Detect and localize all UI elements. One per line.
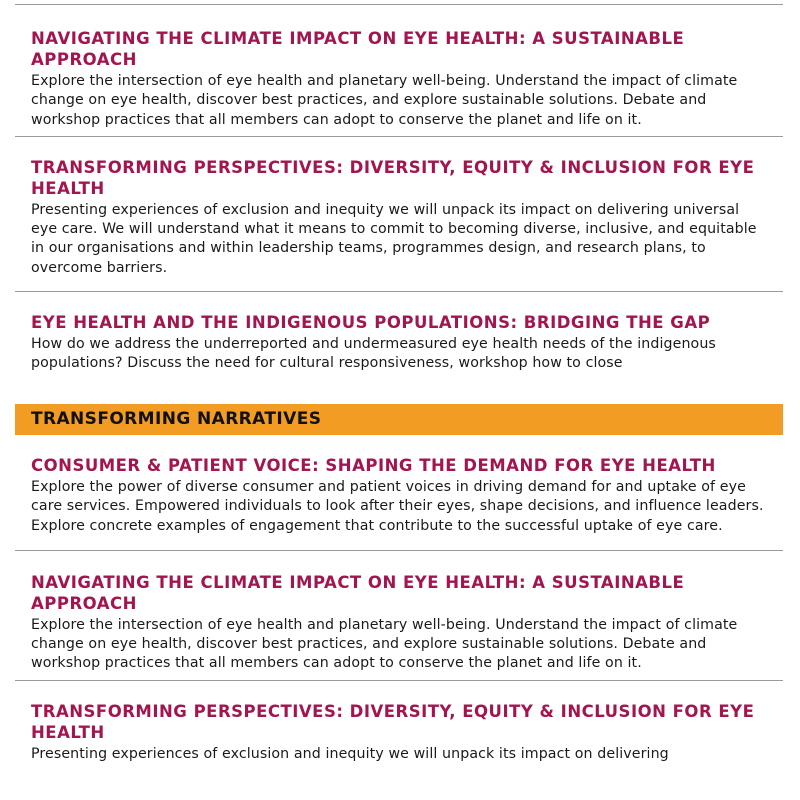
- session-description: Explore the power of diverse consumer and patient voices in driving demand for and uptake of eye care services. Empowered individuals to look after their eyes, shape decisions, and influence leaders. Explore concrete examples of engagement that contribute to the successful uptake of eye care.: [31, 479, 764, 534]
- session-title: NAVIGATING THE CLIMATE IMPACT ON EYE HEALTH: A SUSTAINABLE APPROACH: [31, 29, 685, 69]
- session-title: TRANSFORMING PERSPECTIVES: DIVERSITY, EQUITY & INCLUSION FOR EYE HEALTH: [31, 701, 755, 742]
- session-description: Presenting experiences of exclusion and inequity we will unpack its impact on delivering universal eye care. We will understand what it means to commit to becoming diverse, inclusive, and equitable in our organisations and within leadership teams, programmes design, and research plans, to overcome barriers.: [31, 201, 757, 276]
- session-description: How do we address the underreported and undermeasured eye health needs of the indigenous populations? Discuss the need for cultural responsiveness, workshop how to close: [31, 336, 716, 372]
- session-description: Presenting experiences of exclusion and inequity we will unpack its impact on delivering: [31, 745, 669, 762]
- session-title: NAVIGATING THE CLIMATE IMPACT ON EYE HEALTH: A SUSTAINABLE APPROACH: [31, 572, 685, 613]
- session-card: [15, 137, 783, 291]
- session-title: EYE HEALTH AND THE INDIGENOUS POPULATIONS: BRIDGING THE GAP: [31, 313, 711, 333]
- bottom-session-list: [15, 436, 783, 800]
- session-title: CONSUMER & PATIENT VOICE: SHAPING THE DEMAND FOR EYE HEALTH: [31, 456, 716, 475]
- section-header: [15, 404, 783, 435]
- top-session-list: [15, 0, 783, 388]
- session-description: Explore the intersection of eye health and planetary well-being. Understand the impact of climate change on eye health, discover best practices, and explore sustainable solutions. Debate and workshop practices that all members can adopt to conserve the planet and life on it.: [31, 73, 738, 128]
- session-title: TRANSFORMING PERSPECTIVES: DIVERSITY, EQUITY & INCLUSION FOR EYE HEALTH: [31, 157, 755, 198]
- session-description: Explore the intersection of eye health and planetary well-being. Understand the impact of climate change on eye health, discover best practices, and explore sustainable solutions. Debate and workshop practices that all members can adopt to conserve the planet and life on it.: [31, 616, 738, 672]
- session-card: [15, 292, 783, 374]
- section-header-label: TRANSFORMING NARRATIVES: [31, 409, 322, 429]
- session-card: [15, 5, 783, 136]
- session-card: [15, 436, 783, 550]
- session-card: [15, 681, 783, 764]
- session-card: [15, 551, 783, 680]
